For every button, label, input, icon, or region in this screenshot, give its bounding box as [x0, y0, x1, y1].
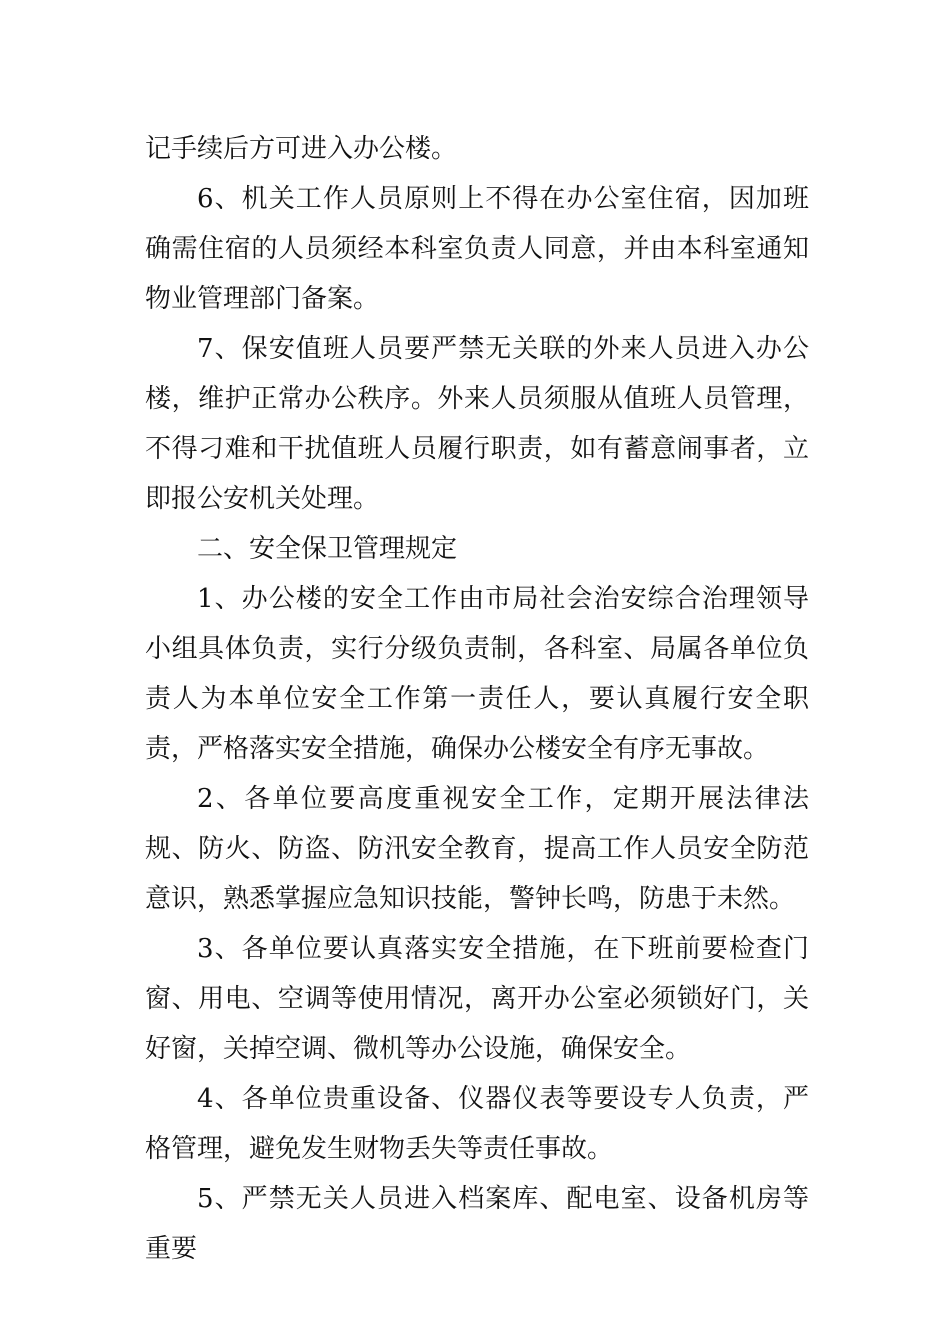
paragraph-item-3: 3、各单位要认真落实安全措施，在下班前要检查门窗、用电、空调等使用情况，离开办公室必须锁好门，关好窗，关掉空调、微机等办公设施，确保安全。 [145, 934, 809, 1064]
paragraph-continuation: 记手续后方可进入办公楼。 [145, 134, 458, 164]
section-heading: 二、安全保卫管理规定 [197, 534, 458, 564]
paragraph-item-4: 4、各单位贵重设备、仪器仪表等要设专人负责，严格管理，避免发生财物丢失等责任事故。 [145, 1084, 809, 1164]
paragraph-item-5: 5、严禁无关人员进入档案库、配电室、设备机房等重要 [145, 1184, 809, 1264]
paragraph-item-6: 6、机关工作人员原则上不得在办公室住宿，因加班确需住宿的人员须经本科室负责人同意，并由本科室通知物业管理部门备案。 [145, 184, 809, 314]
paragraph-item-2: 2、各单位要高度重视安全工作，定期开展法律法规、防火、防盗、防汛安全教育，提高工作人员安全防范意识，熟悉掌握应急知识技能，警钟长鸣，防患于未然。 [145, 784, 809, 914]
document-page [145, 124, 809, 1274]
paragraph-item-1: 1、办公楼的安全工作由市局社会治安综合治理领导小组具体负责，实行分级负责制，各科室、局属各单位负责人为本单位安全工作第一责任人，要认真履行安全职责，严格落实安全措施，确保办公楼安全有序无事故。 [145, 584, 809, 764]
paragraph-item-7: 7、保安值班人员要严禁无关联的外来人员进入办公楼，维护正常办公秩序。外来人员须服从值班人员管理，不得刁难和干扰值班人员履行职责，如有蓄意闹事者，立即报公安机关处理。 [145, 334, 809, 514]
